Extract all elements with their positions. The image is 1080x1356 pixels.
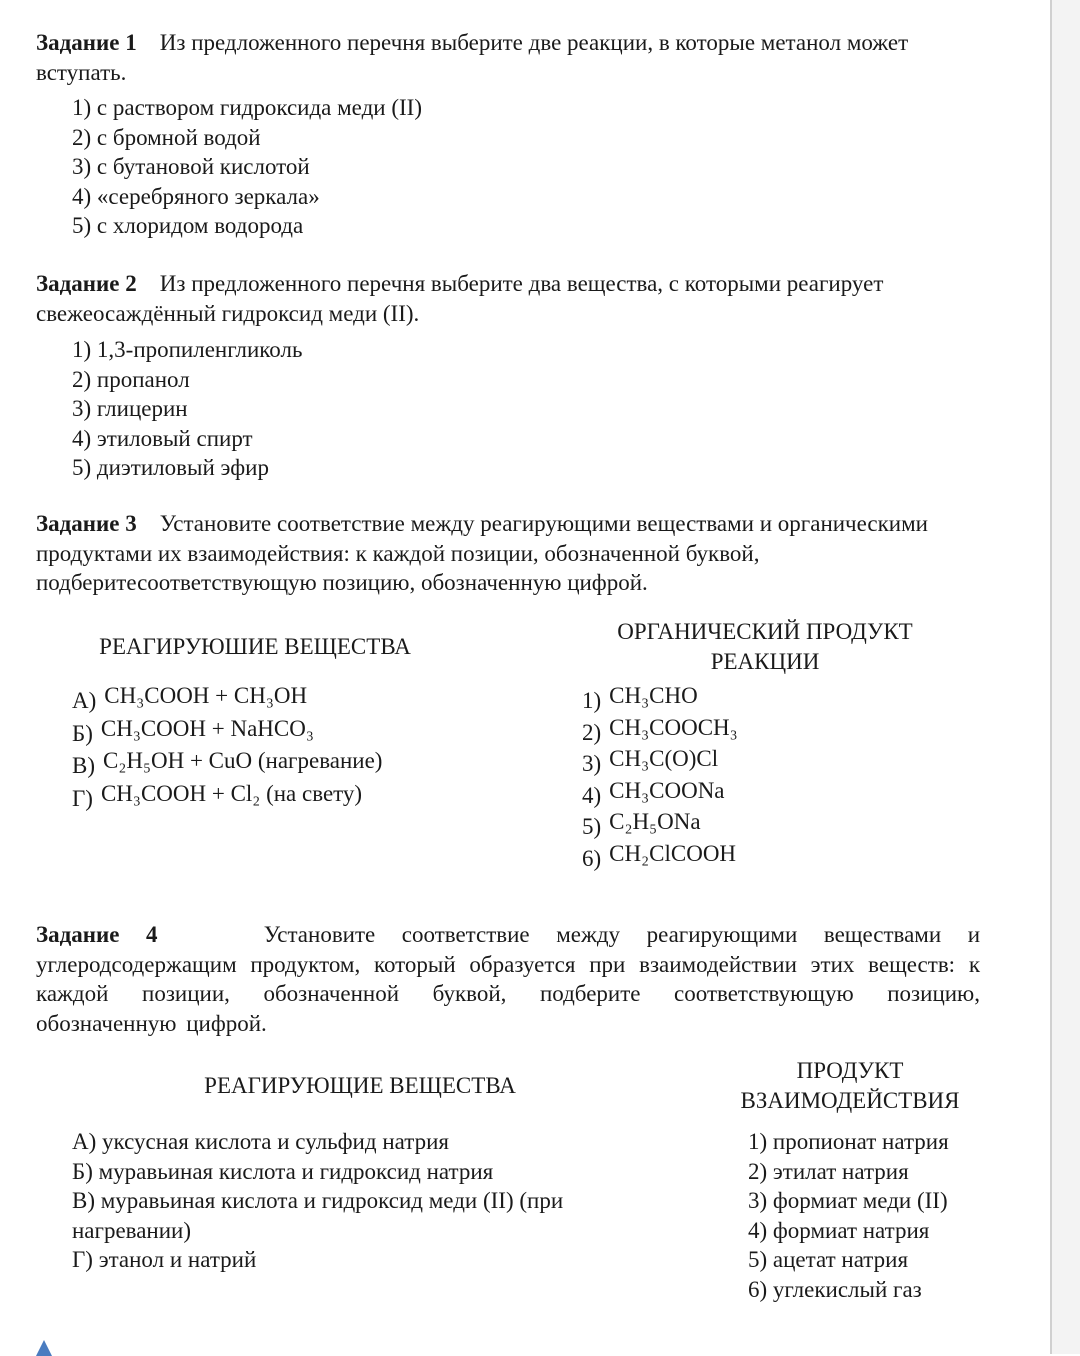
- task2-prompt: [36, 269, 980, 328]
- option: 1) с раствором гидроксида меди (II): [72, 95, 422, 120]
- task4-products: [748, 1127, 949, 1304]
- reactant-row: А) CH₃COOH + CH₃OH: [72, 683, 308, 713]
- reactant-row: Б) муравьиная кислота и гидроксид натрия: [72, 1158, 494, 1184]
- option: 4) «серебряного зеркала»: [72, 183, 320, 209]
- product-row: 2) CH₃COOCH₃: [582, 714, 738, 745]
- page-edge: [1050, 0, 1080, 1354]
- task3-title: Задание 3: [36, 511, 137, 536]
- task1-title: Задание 1: [36, 30, 137, 55]
- option: 3) глицерин: [72, 396, 188, 421]
- task3-reactants: [72, 680, 382, 810]
- task4-prompt: [36, 920, 980, 1038]
- task1-prompt: [36, 28, 980, 87]
- reactant-row: Б) CH₃COOH + NaHCO₃: [72, 715, 314, 746]
- product-row: 6) CH₂ClCOOH: [582, 840, 737, 871]
- product-row: 6) углекислый газ: [748, 1276, 922, 1302]
- task1-text: Из предложенного перечня выберите две реакции, в которые метанол может вступать.: [36, 30, 909, 85]
- task2-text: Из предложенного перечня выберите два вещества, с которыми реагирует свежеосаждённый гидроксид меди (II).: [36, 271, 884, 326]
- product-row: 2) этилат натрия: [748, 1158, 909, 1184]
- task3-left-header: РЕАГИРУЮШИЕ ВЕЩЕСТВА: [99, 634, 411, 659]
- option: 1) 1,3-пропиленгликоль: [72, 337, 303, 362]
- reactant-row: Г) CH₃COOH + Cl₂ (на свету): [72, 780, 363, 811]
- task4-right-header: ПРОДУКТ ВЗАИМОДЕЙСТВИЯ: [740, 1058, 960, 1113]
- task3-text: Установите соответствие между реагирующими веществами и органическими продуктами их взаимодействия: к каждой позиции, обозначенной буквой, подберитесоответствующую позицию, обозначенную цифрой.: [36, 511, 928, 595]
- task1-options: [72, 93, 422, 241]
- task4-title: Задание 4: [36, 922, 158, 947]
- task4-left-header: РЕАГИРУЮЩИЕ ВЕЩЕСТВА: [204, 1073, 516, 1098]
- option: 2) с бромной водой: [72, 124, 261, 150]
- reactant-row: Г) этанол и натрий: [72, 1247, 257, 1272]
- product-row: 5) C₂H₅ONa: [582, 809, 701, 839]
- product-row: 3) формиат меди (II): [748, 1188, 948, 1213]
- product-row: 4) CH₃COONa: [582, 777, 725, 808]
- task2-options: [72, 335, 302, 483]
- task3-right-header: ОРГАНИЧЕСКИЙ ПРОДУКТ РЕАКЦИИ: [617, 619, 913, 674]
- option: 5) с хлоридом водорода: [72, 213, 304, 238]
- product-row: 3) CH₃C(O)Cl: [582, 746, 719, 776]
- task3-prompt: [36, 509, 980, 598]
- option: 4) этиловый спирт: [72, 425, 253, 451]
- product-row: 1) CH₃CHO: [582, 683, 698, 713]
- reactant-row: В) C₂H₅OH + CuO (нагревание): [72, 748, 383, 778]
- task4-text: Установите соответствие между реагирующими веществами и углеродсодержащим продуктом, который образуется при взаимодействии этих веществ: к каждой позиции, обозначенной буквой, подберите соответствующую позицию, обозначенную цифрой.: [36, 922, 981, 1036]
- product-row: 4) формиат натрия: [748, 1217, 930, 1243]
- reactant-row: В) муравьиная кислота и гидроксид меди (II) (при нагревании): [72, 1188, 564, 1243]
- task3-products: [582, 680, 738, 869]
- task4-reactants: [72, 1127, 592, 1275]
- reactant-row: А) уксусная кислота и сульфид натрия: [72, 1129, 449, 1154]
- option: 5) диэтиловый эфир: [72, 455, 269, 480]
- product-row: 1) пропионат натрия: [748, 1129, 949, 1154]
- option: 3) с бутановой кислотой: [72, 154, 310, 179]
- option: 2) пропанол: [72, 366, 190, 392]
- product-row: 5) ацетат натрия: [748, 1247, 909, 1272]
- task2-title: Задание 2: [36, 271, 137, 296]
